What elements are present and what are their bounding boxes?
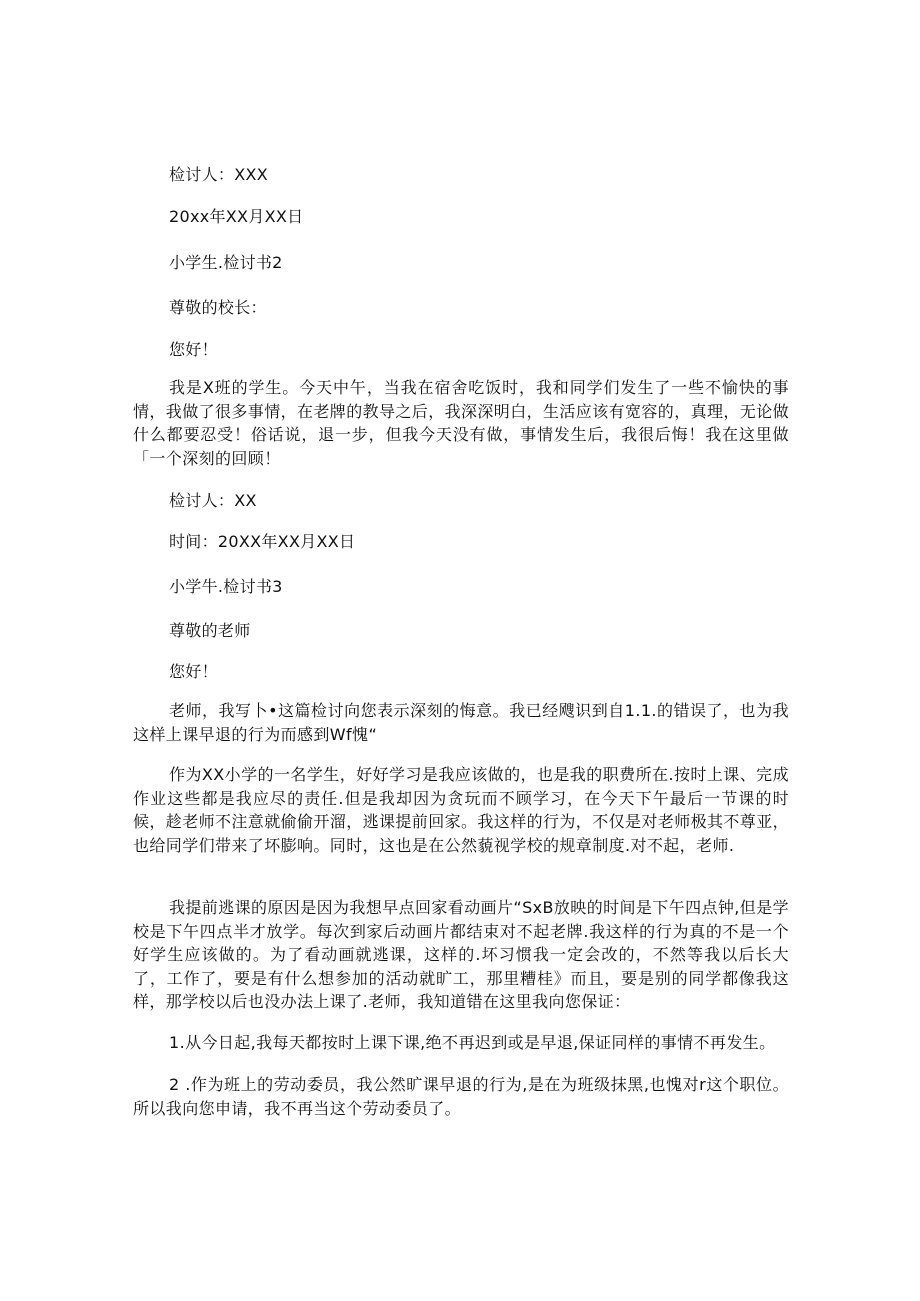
paragraph-2: 我是X班的学生。今天中午，当我在宿舍吃饭时，我和同学们发生了一些不愉快的事情，我做了很多事情，在老牌的教导之后，我深深明白，生活应该有宽容的，真理，无论做什么都要忍受！俗话说，退一步，但我今天没有做，事情发生后，我很后悔！我在这里做「一个深刻的回顾！: [133, 378, 790, 468]
date-line-2: 时间：20XX年XX月XX日: [169, 532, 356, 551]
list-item-1: 1.从今日起,我每天都按时上课下课,绝不再迟到或是早退,保证同样的事情不再发生。: [169, 1033, 776, 1052]
section-title-3: 小学牛.检讨书3: [169, 577, 283, 596]
signer-line-2: 检讨人：XX: [169, 491, 257, 510]
paragraph-3c: 我提前逃课的原因是因为我想早点回家看动画片“SxB放映的时间是下午四点钟,但是学校是下午四点半才放学。每次到家后动画片都结束对不起老牌.我这样的行为真的不是一个好学生应该做的。为了看动画就逃课，这样的.坏习惯我一定会改的，不然等我以后长大了，工作了，要是有什么想参加的活动就旷工，那里糟桂》而且，要是别的同学都像我这样，那学校以后也没办法上课了.老师，我知道错在这里我向您保证：: [133, 898, 789, 1012]
greeting-2: 尊敬的校长：: [169, 298, 267, 317]
section-title-2: 小学生.检讨书2: [169, 253, 283, 272]
hello-2: 您好！: [169, 340, 218, 359]
list-item-2: 2 .作为班上的劳动委员，我公然旷课早退的行为,是在为班级抹黑,也愧对r这个职位。所以我向您申请，我不再当这个劳动委员了。: [133, 1075, 789, 1118]
date-line-1: 20xx年XX月XX日: [169, 207, 304, 226]
signer-line-1: 检讨人：XXX: [169, 165, 268, 184]
greeting-3: 尊敬的老师: [169, 621, 251, 640]
paragraph-3a: 老师，我写卜•这篇检讨向您表示深刻的悔意。我已经飕识到自1.1.的错误了，也为我这样上课早退的行为而感到Wf愧“: [133, 701, 789, 744]
paragraph-3b: 作为XX小学的一名学生，好好学习是我应该做的，也是我的职费所在.按时上课、完成作业这些都是我应尽的责任.但是我却因为贪玩而不顾学习，在今天下午最后一节课的时候，趁老师不注意就偷偷开溜，逃课提前回家。我这样的行为，不仅是对老师极其不尊亚，也给同学们带来了坏膨响。同时，这也是在公然藐视学校的规章制度.对不起，老师.: [133, 765, 790, 855]
hello-3: 您好！: [169, 662, 218, 681]
